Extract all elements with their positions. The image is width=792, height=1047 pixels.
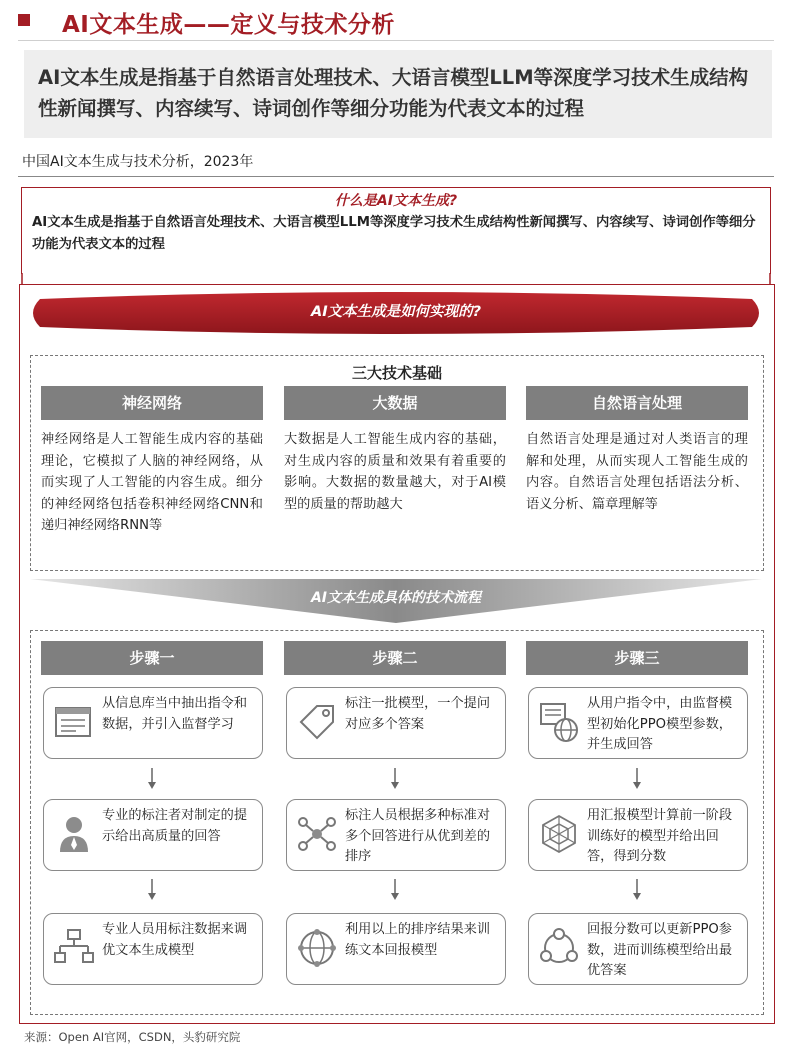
step-column-1 xyxy=(41,641,263,675)
step-card-text: 专业的标注者对制定的提示给出高质量的回答 xyxy=(102,808,248,844)
down-arrow-icon xyxy=(632,879,642,901)
title-divider xyxy=(18,40,774,41)
tech-column-nlp xyxy=(526,386,748,515)
down-arrow-icon xyxy=(390,768,400,790)
down-arrow-icon xyxy=(147,879,157,901)
tech-foundations-title: 三大技术基础 xyxy=(351,364,442,382)
page-title: AI文本生成——定义与技术分析 xyxy=(62,12,395,38)
step-card-text: 标注一批模型，一个提问对应多个答案 xyxy=(345,696,491,732)
step-card-text: 标注人员根据多种标准对多个回答进行从优到差的排序 xyxy=(345,808,491,864)
network-nodes-icon xyxy=(295,812,339,856)
step-card xyxy=(286,913,506,985)
step-card-text: 专业人员用标注数据来调优文本生成模型 xyxy=(102,922,248,958)
tech-header: 大数据 xyxy=(284,386,506,420)
tech-column-neural-network xyxy=(41,386,263,537)
step-card xyxy=(286,687,506,759)
step-header: 步骤三 xyxy=(526,641,748,675)
down-arrow-icon xyxy=(147,768,157,790)
step-card xyxy=(528,913,748,985)
tech-foundations-section xyxy=(30,355,764,571)
step-card-text: 从用户指令中，由监督模型初始化PPO模型参数，并生成回答 xyxy=(587,696,733,752)
step-header: 步骤二 xyxy=(284,641,506,675)
summary-box xyxy=(24,50,772,138)
step-card xyxy=(528,799,748,871)
figure-subtitle: 中国AI文本生成与技术分析，2023年 xyxy=(22,154,254,170)
step-card-text: 从信息库当中抽出指令和数据，并引入监督学习 xyxy=(102,696,248,732)
globe-network-icon xyxy=(295,926,339,970)
step-column-3 xyxy=(526,641,748,675)
expert-person-icon xyxy=(52,812,96,856)
tag-icon xyxy=(295,700,339,744)
step-card xyxy=(43,913,263,985)
browser-window-icon xyxy=(52,700,96,744)
process-steps-section xyxy=(30,630,764,1015)
document-globe-icon xyxy=(537,700,581,744)
step-card-text: 用汇报模型计算前一阶段训练好的模型并给出回答，得到分数 xyxy=(587,808,733,864)
step-header: 步骤一 xyxy=(41,641,263,675)
title-marker xyxy=(18,14,30,26)
org-chart-icon xyxy=(52,926,96,970)
flow-banner-title: AI文本生成具体的技术流程 xyxy=(310,590,482,606)
cycle-people-icon xyxy=(537,926,581,970)
summary-text: AI文本生成是指基于自然语言处理技术、大语言模型LLM等深度学习技术生成结构性新闻撰写、内容续写、诗词创作等细分功能为代表文本的过程 xyxy=(38,66,749,120)
tech-description: 自然语言处理是通过对人类语言的理解和处理，从而实现人工智能生成的内容。自然语言处理包括语法分析、语义分析、篇章理解等 xyxy=(526,432,748,512)
tech-header: 神经网络 xyxy=(41,386,263,420)
step-card xyxy=(43,799,263,871)
subtitle-divider xyxy=(18,176,774,177)
tech-description: 大数据是人工智能生成内容的基础，对生成内容的质量和效果有着重要的影响。大数据的数量越大，对于AI模型的质量的帮助越大 xyxy=(284,432,506,512)
step-card xyxy=(528,687,748,759)
tech-header: 自然语言处理 xyxy=(526,386,748,420)
step-card xyxy=(43,687,263,759)
definition-title: 什么是AI文本生成? xyxy=(334,193,458,209)
step-card-text: 利用以上的排序结果来训练文本回报模型 xyxy=(345,922,491,958)
tech-column-big-data xyxy=(284,386,506,515)
down-arrow-icon xyxy=(390,879,400,901)
definition-box xyxy=(21,187,771,276)
spider-web-icon xyxy=(537,812,581,856)
tech-description: 神经网络是人工智能生成内容的基础理论，它模拟了人脑的神经网络，从而实现了人工智能的内容生成。细分的神经网络包括卷积神经网络CNN和递归神经网络RNN等 xyxy=(41,432,263,533)
step-column-2 xyxy=(284,641,506,675)
step-card xyxy=(286,799,506,871)
how-banner-title: AI文本生成是如何实现的? xyxy=(310,304,482,320)
down-arrow-icon xyxy=(632,768,642,790)
source-note: 来源：Open AI官网，CSDN，头豹研究院 xyxy=(24,1030,241,1044)
step-card-text: 回报分数可以更新PPO参数，进而训练模型给出最优答案 xyxy=(587,922,733,978)
definition-text: AI文本生成是指基于自然语言处理技术、大语言模型LLM等深度学习技术生成结构性新闻撰写、内容续写、诗词创作等细分功能为代表文本的过程 xyxy=(32,215,756,252)
